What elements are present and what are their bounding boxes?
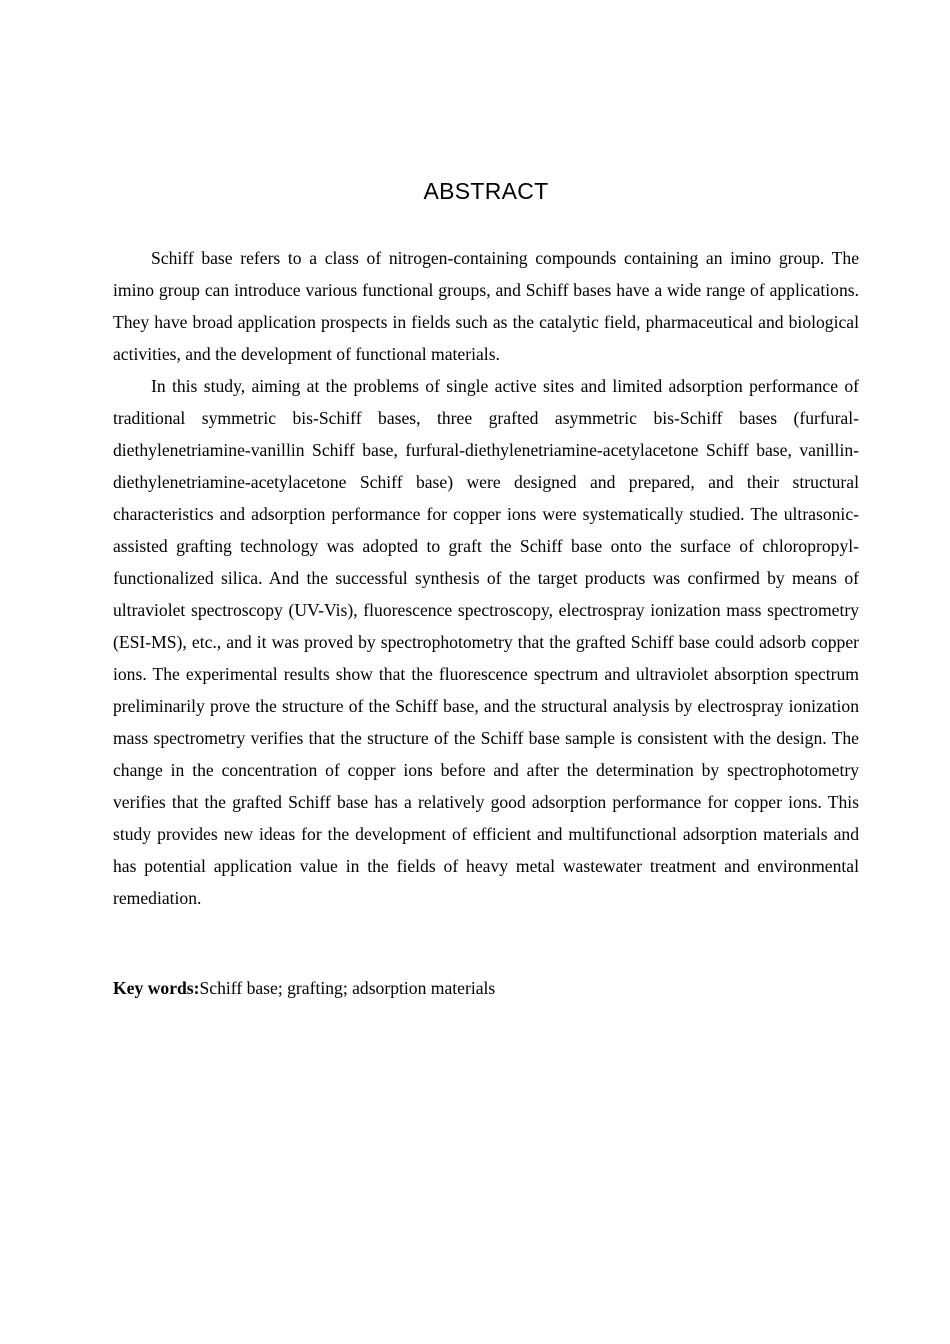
abstract-paragraph-2: In this study, aiming at the problems of single active sites and limited adsorption performance of traditional symmetric bis-Schiff bases, three grafted asymmetric bis-Schiff bases (furfural-diethylenetriamine-vanillin Schiff base, furfural-diethylenetriamine-acetylacetone Schiff base, vanillin-diethylenetriamine-acetylacetone Schiff base) were designed and prepared, and their structural characteristics and adsorption performance for copper ions were systematically studied. The ultrasonic-assisted grafting technology was adopted to graft the Schiff base onto the surface of chloropropyl-functionalized silica. And the successful synthesis of the target products was confirmed by means of ultraviolet spectroscopy (UV-Vis), fluorescence spectroscopy, electrospray ionization mass spectrometry (ESI-MS), etc., and it was proved by spectrophotometry that the grafted Schiff base could adsorb copper ions. The experimental results show that the fluorescence spectrum and ultraviolet absorption spectrum preliminarily prove the structure of the Schiff base, and the structural analysis by electrospray ionization mass spectrometry verifies that the structure of the Schiff base sample is consistent with the design. The change in the concentration of copper ions before and after the determination by spectrophotometry verifies that the grafted Schiff base has a relatively good adsorption performance for copper ions. This study provides new ideas for the development of efficient and multifunctional adsorption materials and has potential application value in the fields of heavy metal wastewater treatment and environmental remediation. (113, 376, 859, 908)
page-title: ABSTRACT (423, 178, 549, 204)
keywords-label: Key words: (113, 978, 200, 998)
keywords-value: Schiff base; grafting; adsorption materials (199, 978, 496, 998)
keywords-line (113, 972, 859, 1004)
abstract-paragraph-1: Schiff base refers to a class of nitrogen-containing compounds containing an imino group. The imino group can introduce various functional groups, and Schiff bases have a wide range of applications. They have broad application prospects in fields such as the catalytic field, pharmaceutical and biological activities, and the development of functional materials. (113, 248, 859, 364)
abstract-body (113, 242, 859, 914)
